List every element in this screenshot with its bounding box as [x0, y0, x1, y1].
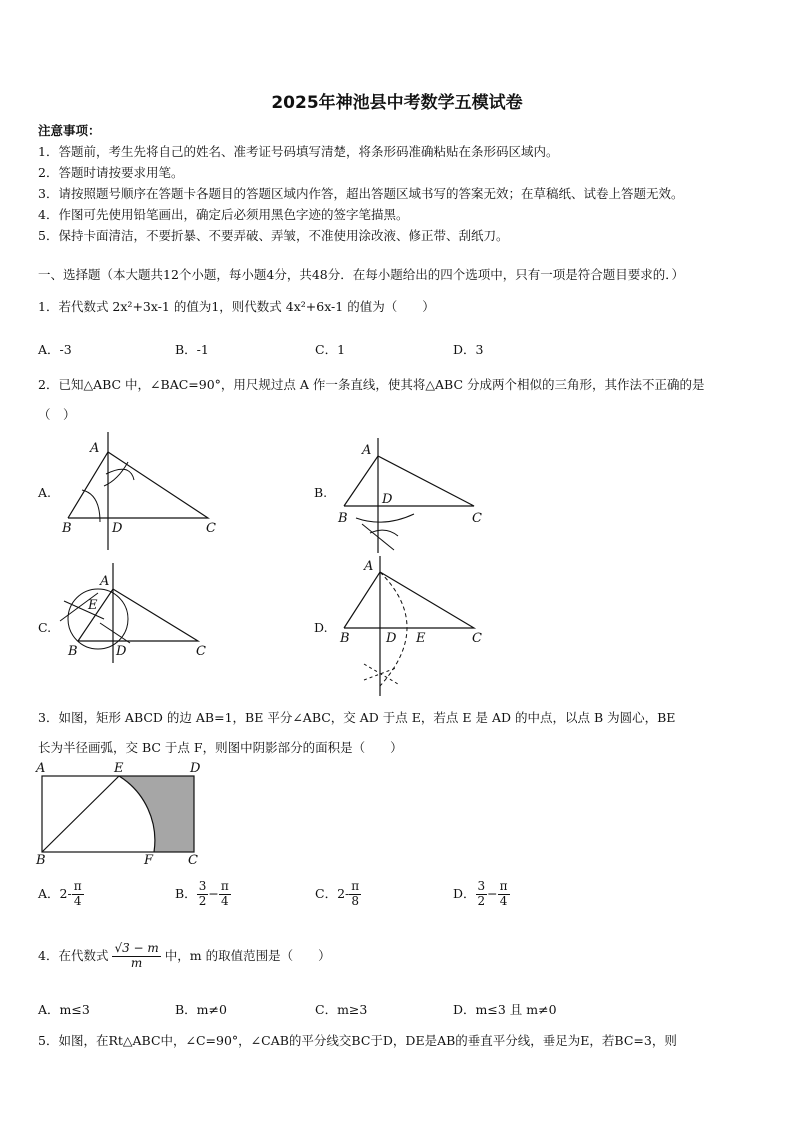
- fraction: [349, 880, 361, 909]
- point-label: B: [36, 853, 46, 868]
- page-title: 2025年神池县中考数学五模试卷: [271, 93, 523, 113]
- option-label: B．: [175, 885, 197, 901]
- q4-prefix: 4．在代数式: [38, 947, 109, 963]
- point-label: A: [362, 443, 372, 458]
- fraction: [219, 880, 231, 909]
- point-label: D: [382, 492, 393, 507]
- denominator: m: [130, 955, 143, 970]
- q2-option-c-label: C.: [38, 620, 52, 635]
- q4-suffix: 中，m 的取值范围是（ ）: [164, 947, 331, 963]
- point-label: D: [190, 761, 201, 776]
- point-label: A: [90, 441, 100, 456]
- notice-item: 4．作图可先使用铅笔画出，确定后必须用黑色字迹的签字笔描黑。: [38, 207, 409, 222]
- point-label: D: [116, 644, 127, 659]
- fraction: [197, 880, 209, 909]
- fraction: [72, 880, 84, 909]
- q3-option-c: [315, 880, 361, 909]
- fraction: [476, 880, 488, 909]
- question-2-paren: （ ）: [38, 407, 76, 422]
- question-3-stem-2: 长为半径画弧，交 BC 于点 F，则图中阴影部分的面积是（ ）: [38, 740, 403, 755]
- fraction: [112, 942, 160, 971]
- numerator: π: [220, 879, 229, 893]
- q3-option-b: [175, 880, 231, 909]
- numerator: π: [499, 879, 508, 893]
- notice-heading: 注意事项：: [38, 123, 101, 138]
- option-label: C．: [315, 885, 338, 901]
- q2-figure-a: [58, 432, 228, 554]
- numerator: 3: [477, 879, 486, 893]
- denominator: 2: [198, 893, 207, 908]
- q2-figure-c: [58, 563, 218, 663]
- point-label: A: [36, 761, 46, 776]
- point-label: E: [88, 598, 98, 613]
- option-label: A．: [38, 885, 60, 901]
- question-3-stem: 3．如图，矩形 ABCD 的边 AB=1，BE 平分∠ABC，交 AD 于点 E，若点 E 是 AD 的中点，以点 B 为圆心，BE: [38, 710, 676, 725]
- q2-option-b-label: B.: [314, 485, 328, 500]
- q2-figure-d: [334, 556, 494, 696]
- point-label: D: [112, 521, 123, 536]
- point-label: B: [338, 511, 348, 526]
- point-label: B: [62, 521, 72, 536]
- q2-option-a-label: A.: [38, 485, 52, 500]
- denominator: 8: [351, 893, 360, 908]
- q2-figure-b: [334, 438, 494, 553]
- denominator: 4: [220, 893, 229, 908]
- numerator: π: [73, 879, 82, 893]
- point-label: C: [206, 521, 216, 536]
- numerator: π: [351, 879, 360, 893]
- q4-option-c: C．m≥3: [315, 1002, 368, 1017]
- notice-item: 1．答题前，考生先将自己的姓名、准考证号码填写清楚，将条形码准确粘贴在条形码区域内。: [38, 144, 559, 159]
- minus-sign: −: [208, 885, 219, 901]
- question-1-stem: 1．若代数式 2x²+3x-1 的值为1，则代数式 4x²+6x-1 的值为（ ）: [38, 299, 435, 314]
- q2-option-d-label: D.: [314, 620, 328, 635]
- notice-item: 5．保持卡面清洁，不要折暴、不要弄破、弄皱，不准使用涂改液、修正带、刮纸刀。: [38, 228, 509, 243]
- option-whole: 2-: [337, 885, 350, 901]
- denominator: 4: [499, 893, 508, 908]
- point-label: F: [144, 853, 154, 868]
- point-label: C: [196, 644, 206, 659]
- q1-option-d: D．3: [453, 342, 484, 357]
- question-2-stem: 2．已知△ABC 中，∠BAC=90°，用尺规过点 A 作一条直线，使其将△ABC 分成两个相似的三角形，其作法不正确的是: [38, 377, 705, 392]
- point-label: B: [340, 631, 350, 646]
- point-label: C: [472, 511, 482, 526]
- option-whole: 2-: [59, 885, 72, 901]
- q4-option-d: D．m≤3 且 m≠0: [453, 1002, 557, 1017]
- numerator: √3 − m: [114, 941, 159, 955]
- question-5-stem: 5．如图，在Rt△ABC中，∠C=90°，∠CAB的平分线交BC于D，DE是AB的垂直平分线，垂足为E，若BC=3，则: [38, 1033, 677, 1048]
- q1-option-a: A．-3: [38, 342, 72, 357]
- notice-item: 2．答题时请按要求用笔。: [38, 165, 184, 180]
- q4-option-b: B．m≠0: [175, 1002, 227, 1017]
- point-label: E: [114, 761, 124, 776]
- question-4-stem: [38, 942, 331, 971]
- section-heading: 一、选择题（本大题共12个小题，每小题4分，共48分．在每小题给出的四个选项中，只有一项是符合题目要求的．）: [38, 267, 685, 282]
- q3-option-d: [453, 880, 510, 909]
- point-label: D: [386, 631, 397, 646]
- minus-sign: −: [487, 885, 498, 901]
- q3-option-a: [38, 880, 84, 909]
- fraction: [498, 880, 510, 909]
- point-label: B: [68, 644, 78, 659]
- denominator: 2: [477, 893, 486, 908]
- q3-figure: [30, 760, 210, 870]
- point-label: A: [100, 574, 110, 589]
- point-label: E: [416, 631, 426, 646]
- numerator: 3: [198, 879, 207, 893]
- option-label: D．: [453, 885, 476, 901]
- notice-item: 3．请按照题号顺序在答题卡各题目的答题区域内作答，超出答题区域书写的答案无效；在草稿纸、试卷上答题无效。: [38, 186, 684, 201]
- q1-option-b: B．-1: [175, 342, 209, 357]
- point-label: C: [188, 853, 198, 868]
- q1-option-c: C．1: [315, 342, 346, 357]
- point-label: C: [472, 631, 482, 646]
- point-label: A: [364, 559, 374, 574]
- q4-option-a: A．m≤3: [38, 1002, 90, 1017]
- denominator: 4: [73, 893, 82, 908]
